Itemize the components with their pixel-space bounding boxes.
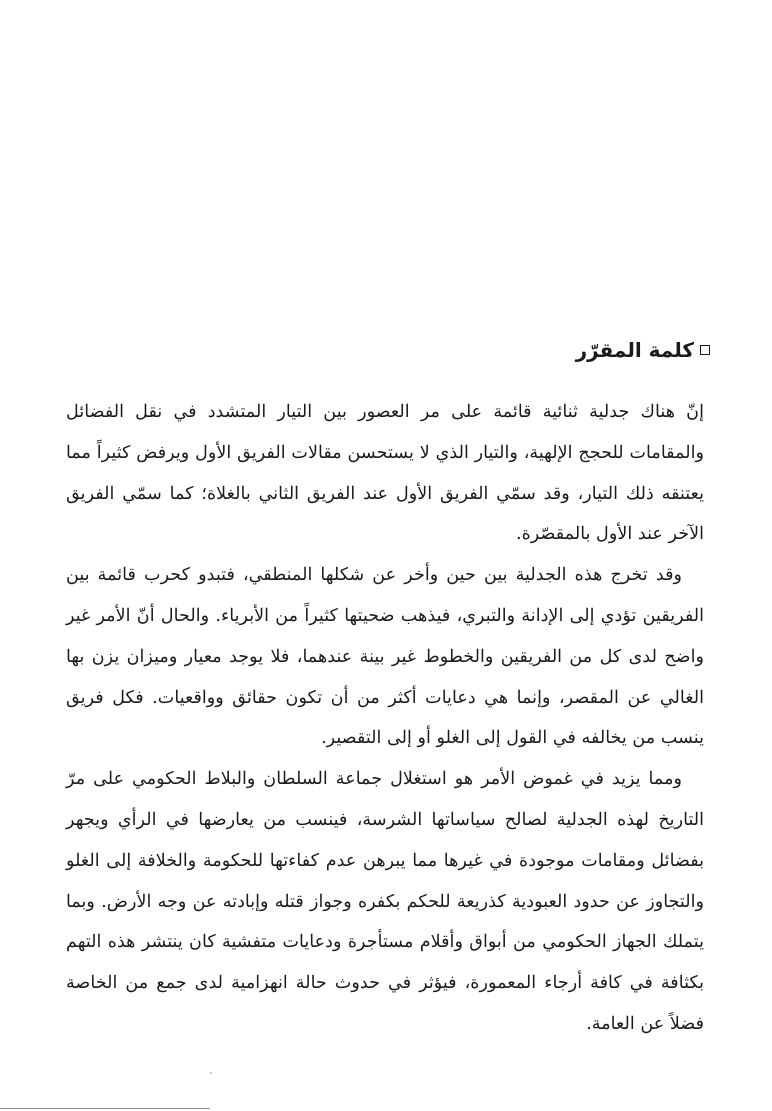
scan-speck <box>210 1072 212 1074</box>
paragraph-1: إنّ هناك جدلية ثنائية قائمة على مر العصور بين التيار المتشدد في نقل الفضائل والمقامات للحجج الإلهية، والتيار الذي لا يستحسن مقالات الفريق الأول ويرفض كثيراً مما يعتنقه ذلك التيار، وقد سمّي الفريق الأول عند الفريق الثاني بالغلاة؛ كما سمّي الفريق الآخر عند الأول بالمقصّرة. <box>66 402 704 545</box>
square-bullet-icon <box>700 345 710 355</box>
body-text <box>66 392 704 1045</box>
paragraph-3: ومما يزيد في غموض الأمر هو استغلال جماعة السلطان والبلاط الحكومي على مرّ التاريخ لهذه الجدلية لصالح سياساتها الشرسة، فينسب من يعارضها في الرأي ويجهر بفضائل ومقامات موجودة في غيرها مما يبرهن عدم كفاءتها للحكومة والخلافة إلى الغلو والتجاوز عن حدود العبودية كذريعة للحكم بكفره وجواز قتله وإبادته عن وجه الأرض. وبما يتملك الجهاز الحكومي من أبواق وأقلام مستأجرة ودعايات متفشية كان ينتشر هذه التهم بكثافة في كافة أرجاء المعمورة، فيؤثر في حدوث حالة انهزامية لدى جمع من الخاصة فضلاً عن العامة. <box>66 769 704 1034</box>
section-title: كلمة المقرّر <box>575 338 694 362</box>
section-heading <box>576 338 710 362</box>
page-edge-line <box>0 1108 210 1109</box>
paragraph-2: وقد تخرج هذه الجدلية بين حين وأخر عن شكلها المنطقي، فتبدو كحرب قائمة بين الفريقين تؤدي إلى الإدانة والتبري، فيذهب ضحيتها كثيراً من الأبرياء. والحال أنّ الأمر غير واضح لدى كل من الفريقين والخطوط غير بينة عندهما، فلا يوجد معيار وميزان يزن بها الغالي عن المقصر، وإنما هي دعايات أكثر من أن تكون حقائق وواقعيات. فكل فريق ينسب من يخالفه في القول إلى الغلو أو إلى التقصير. <box>66 565 704 749</box>
